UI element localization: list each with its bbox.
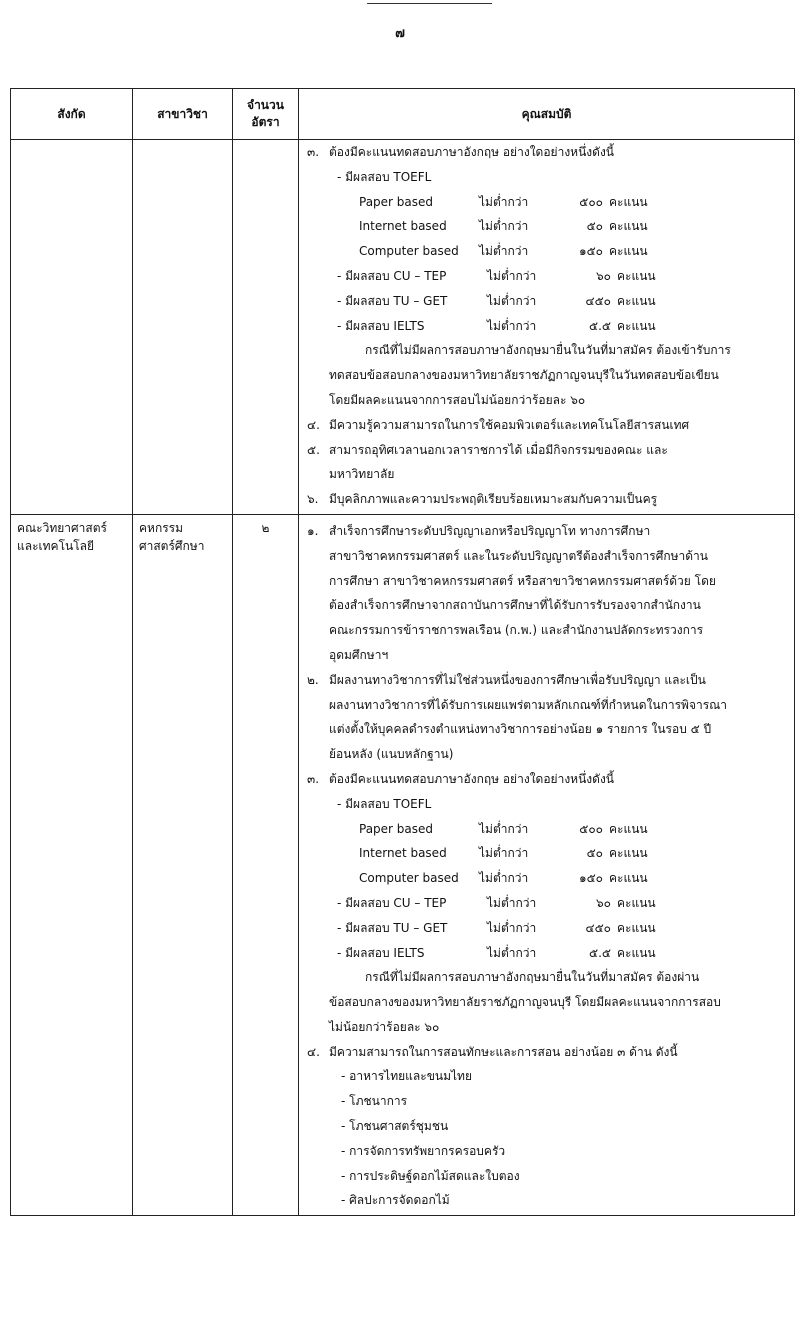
skill-item: - โภชนาการ (341, 1094, 408, 1109)
qual-teaching-skills (307, 1040, 788, 1214)
item-text: สาขาวิชาคหกรรมศาสตร์ และในระดับปริญญาตรีต้องสำเร็จการศึกษาด้าน (329, 548, 708, 563)
test-name: Internet based (359, 219, 447, 234)
test-score: ๕.๕ (589, 318, 611, 333)
positions-count: ๒ (261, 520, 270, 535)
score-row (329, 239, 788, 264)
item-text: คณะกรรมการข้าราชการพลเรือน (ก.พ.) และสำนักงานปลัดกระทรวงการ (329, 623, 704, 638)
field-line: ศาสตร์ศึกษา (139, 538, 205, 553)
qualifications-cell (299, 514, 795, 1215)
positions-cell (233, 140, 299, 515)
score-row (329, 190, 788, 215)
qual-english (307, 767, 788, 1040)
test-score: ๕.๕ (589, 945, 611, 960)
note-line: ทดสอบข้อสอบกลางของมหาวิทยาลัยราชภัฏกาญจนบุรีในวันทดสอบข้อเขียน (329, 368, 719, 383)
test-name: Computer based (359, 244, 459, 259)
affiliation-cell (11, 140, 133, 515)
test-condition: ไม่ต่ำกว่า (487, 293, 537, 308)
qualifications-table (10, 88, 795, 1216)
test-unit: คะแนน (617, 318, 656, 333)
skill-item: - โภชนศาสตร์ชุมชน (341, 1119, 449, 1134)
table-row (11, 140, 795, 515)
toefl-label: - มีผลสอบ TOEFL (337, 796, 432, 811)
item-number: ๒. (307, 672, 319, 687)
skill-item: - อาหารไทยและขนมไทย (341, 1069, 472, 1084)
test-condition: ไม่ต่ำกว่า (487, 268, 537, 283)
score-row (329, 214, 788, 239)
test-unit: คะแนน (617, 293, 656, 308)
test-unit: คะแนน (617, 895, 656, 910)
skill-item: - การจัดการทรัพยากรครอบครัว (341, 1143, 506, 1158)
test-name: - มีผลสอบ TU – GET (337, 293, 448, 308)
test-name: - มีผลสอบ IELTS (337, 318, 425, 333)
test-name: - มีผลสอบ IELTS (337, 945, 425, 960)
test-condition: ไม่ต่ำกว่า (479, 194, 529, 209)
item-text: ผลงานทางวิชาการที่ได้รับการเผยแพร่ตามหลักเกณฑ์ที่กำหนดในการพิจารณา (329, 697, 728, 712)
test-name: - มีผลสอบ TU – GET (337, 920, 448, 935)
header-qualifications: คุณสมบัติ (299, 89, 795, 140)
item-text: ต้องสำเร็จการศึกษาจากสถาบันการศึกษาที่ได้รับการรับรองจากสำนักงาน (329, 598, 701, 613)
test-unit: คะแนน (617, 945, 656, 960)
test-unit: คะแนน (609, 194, 648, 209)
test-unit: คะแนน (609, 219, 648, 234)
positions-cell (233, 514, 299, 1215)
item-text: มีความรู้ความสามารถในการใช้คอมพิวเตอร์และเทคโนโลยีสารสนเทศ (329, 417, 690, 432)
test-score: ๕๐๐ (579, 821, 603, 836)
field-cell (133, 140, 233, 515)
test-name: Paper based (359, 194, 434, 209)
item-text: มีผลงานทางวิชาการที่ไม่ใช่ส่วนหนึ่งของการศึกษาเพื่อรับปริญญา และเป็น (329, 672, 706, 687)
qual-english (307, 140, 788, 413)
qualifications-cell (299, 140, 795, 515)
test-unit: คะแนน (609, 244, 648, 259)
item-number: ๔. (307, 417, 320, 432)
test-name: Internet based (359, 846, 447, 861)
test-condition: ไม่ต่ำกว่า (487, 920, 537, 935)
item-text: ย้อนหลัง (แนบหลักฐาน) (329, 747, 454, 762)
test-score: ๕๐ (586, 219, 603, 234)
qual-personality (307, 487, 788, 512)
item-text: ต้องมีคะแนนทดสอบภาษาอังกฤษ อย่างใดอย่างหนึ่งดังนี้ (329, 771, 615, 786)
skill-item: - การประดิษฐ์ดอกไม้สดและใบตอง (341, 1168, 520, 1183)
score-row (329, 264, 788, 289)
note-line: ไม่น้อยกว่าร้อยละ ๖๐ (329, 1019, 440, 1034)
qual-computer (307, 413, 788, 438)
test-score: ๕๐ (586, 846, 603, 861)
item-number: ๕. (307, 442, 320, 457)
test-score: ๑๕๐ (578, 244, 603, 259)
score-row (329, 866, 788, 891)
item-text: มหาวิทยาลัย (329, 467, 395, 482)
test-score: ๑๕๐ (578, 871, 603, 886)
test-unit: คะแนน (609, 871, 648, 886)
test-condition: ไม่ต่ำกว่า (479, 219, 529, 234)
item-number: ๔. (307, 1044, 320, 1059)
test-unit: คะแนน (617, 268, 656, 283)
field-cell (133, 514, 233, 1215)
item-text: สำเร็จการศึกษาระดับปริญญาเอกหรือปริญญาโท ทางการศึกษา (329, 523, 651, 538)
skill-item: - ศิลปะการจัดดอกไม้ (341, 1193, 450, 1208)
test-unit: คะแนน (609, 846, 648, 861)
header-positions (233, 89, 299, 140)
header-affiliation: สังกัด (11, 89, 133, 140)
test-unit: คะแนน (617, 920, 656, 935)
header-positions-line1: จำนวน (247, 98, 284, 112)
page-number: ๗ (395, 26, 405, 41)
test-name: - มีผลสอบ CU – TEP (337, 895, 447, 910)
note-line: กรณีที่ไม่มีผลการสอบภาษาอังกฤษมายื่นในวันที่มาสมัคร ต้องผ่าน (365, 970, 700, 985)
item-text: อุดมศึกษาฯ (329, 647, 389, 662)
item-text: มีความสามารถในการสอนทักษะและการสอน อย่างน้อย ๓ ด้าน ดังนี้ (329, 1044, 678, 1059)
header-positions-line2: อัตรา (251, 115, 280, 129)
item-text: การศึกษา สาขาวิชาคหกรรมศาสตร์ หรือสาขาวิชาคหกรรมศาสตร์ด้วย โดย (329, 573, 716, 588)
item-number: ๑. (307, 523, 319, 538)
qual-extra-time (307, 438, 788, 488)
test-score: ๔๕๐ (585, 293, 611, 308)
field-line: คหกรรม (139, 520, 184, 535)
test-score: ๔๕๐ (585, 920, 611, 935)
score-row (329, 289, 788, 314)
item-number: ๓. (307, 145, 320, 159)
note-line: กรณีที่ไม่มีผลการสอบภาษาอังกฤษมายื่นในวันที่มาสมัคร ต้องเข้ารับการ (365, 343, 731, 358)
item-number: ๓. (307, 771, 320, 786)
test-condition: ไม่ต่ำกว่า (479, 846, 529, 861)
item-text: มีบุคลิกภาพและความประพฤติเรียบร้อยเหมาะสมกับความเป็นครู (329, 492, 658, 507)
header-row (11, 89, 795, 140)
score-row (329, 841, 788, 866)
test-score: ๖๐ (596, 895, 611, 910)
score-row (329, 891, 788, 916)
item-number: ๖. (307, 492, 319, 507)
item-text: ต้องมีคะแนนทดสอบภาษาอังกฤษ อย่างใดอย่างหนึ่งดังนี้ (329, 145, 615, 159)
note-line: ข้อสอบกลางของมหาวิทยาลัยราชภัฏกาญจนบุรี โดยมีผลคะแนนจากการสอบ (329, 995, 721, 1010)
test-condition: ไม่ต่ำกว่า (479, 244, 529, 259)
test-name: Computer based (359, 871, 459, 886)
score-row (329, 941, 788, 966)
test-score: ๖๐ (596, 268, 611, 283)
table-row (11, 514, 795, 1215)
top-rule (367, 3, 492, 4)
affiliation-line: คณะวิทยาศาสตร์ (17, 520, 107, 535)
toefl-label: - มีผลสอบ TOEFL (337, 169, 432, 184)
test-condition: ไม่ต่ำกว่า (479, 871, 529, 886)
item-text: สามารถอุทิศเวลานอกเวลาราชการได้ เมื่อมีกิจกรรมของคณะ และ (329, 442, 668, 457)
test-name: - มีผลสอบ CU – TEP (337, 268, 447, 283)
header-field: สาขาวิชา (133, 89, 233, 140)
test-score: ๕๐๐ (579, 194, 603, 209)
score-row (329, 916, 788, 941)
test-unit: คะแนน (609, 821, 648, 836)
note-line: โดยมีผลคะแนนจากการสอบไม่น้อยกว่าร้อยละ ๖๐ (329, 392, 586, 407)
qual-academic-work (307, 668, 788, 767)
affiliation-cell (11, 514, 133, 1215)
test-condition: ไม่ต่ำกว่า (487, 318, 537, 333)
test-condition: ไม่ต่ำกว่า (487, 895, 537, 910)
score-row (329, 314, 788, 339)
test-condition: ไม่ต่ำกว่า (487, 945, 537, 960)
test-condition: ไม่ต่ำกว่า (479, 821, 529, 836)
qual-education (307, 519, 788, 668)
score-row (329, 817, 788, 842)
affiliation-line: และเทคโนโลยี (17, 538, 95, 553)
test-name: Paper based (359, 821, 434, 836)
item-text: แต่งตั้งให้บุคคลดำรงตำแหน่งทางวิชาการอย่างน้อย ๑ รายการ ในรอบ ๕ ปี (329, 722, 712, 737)
